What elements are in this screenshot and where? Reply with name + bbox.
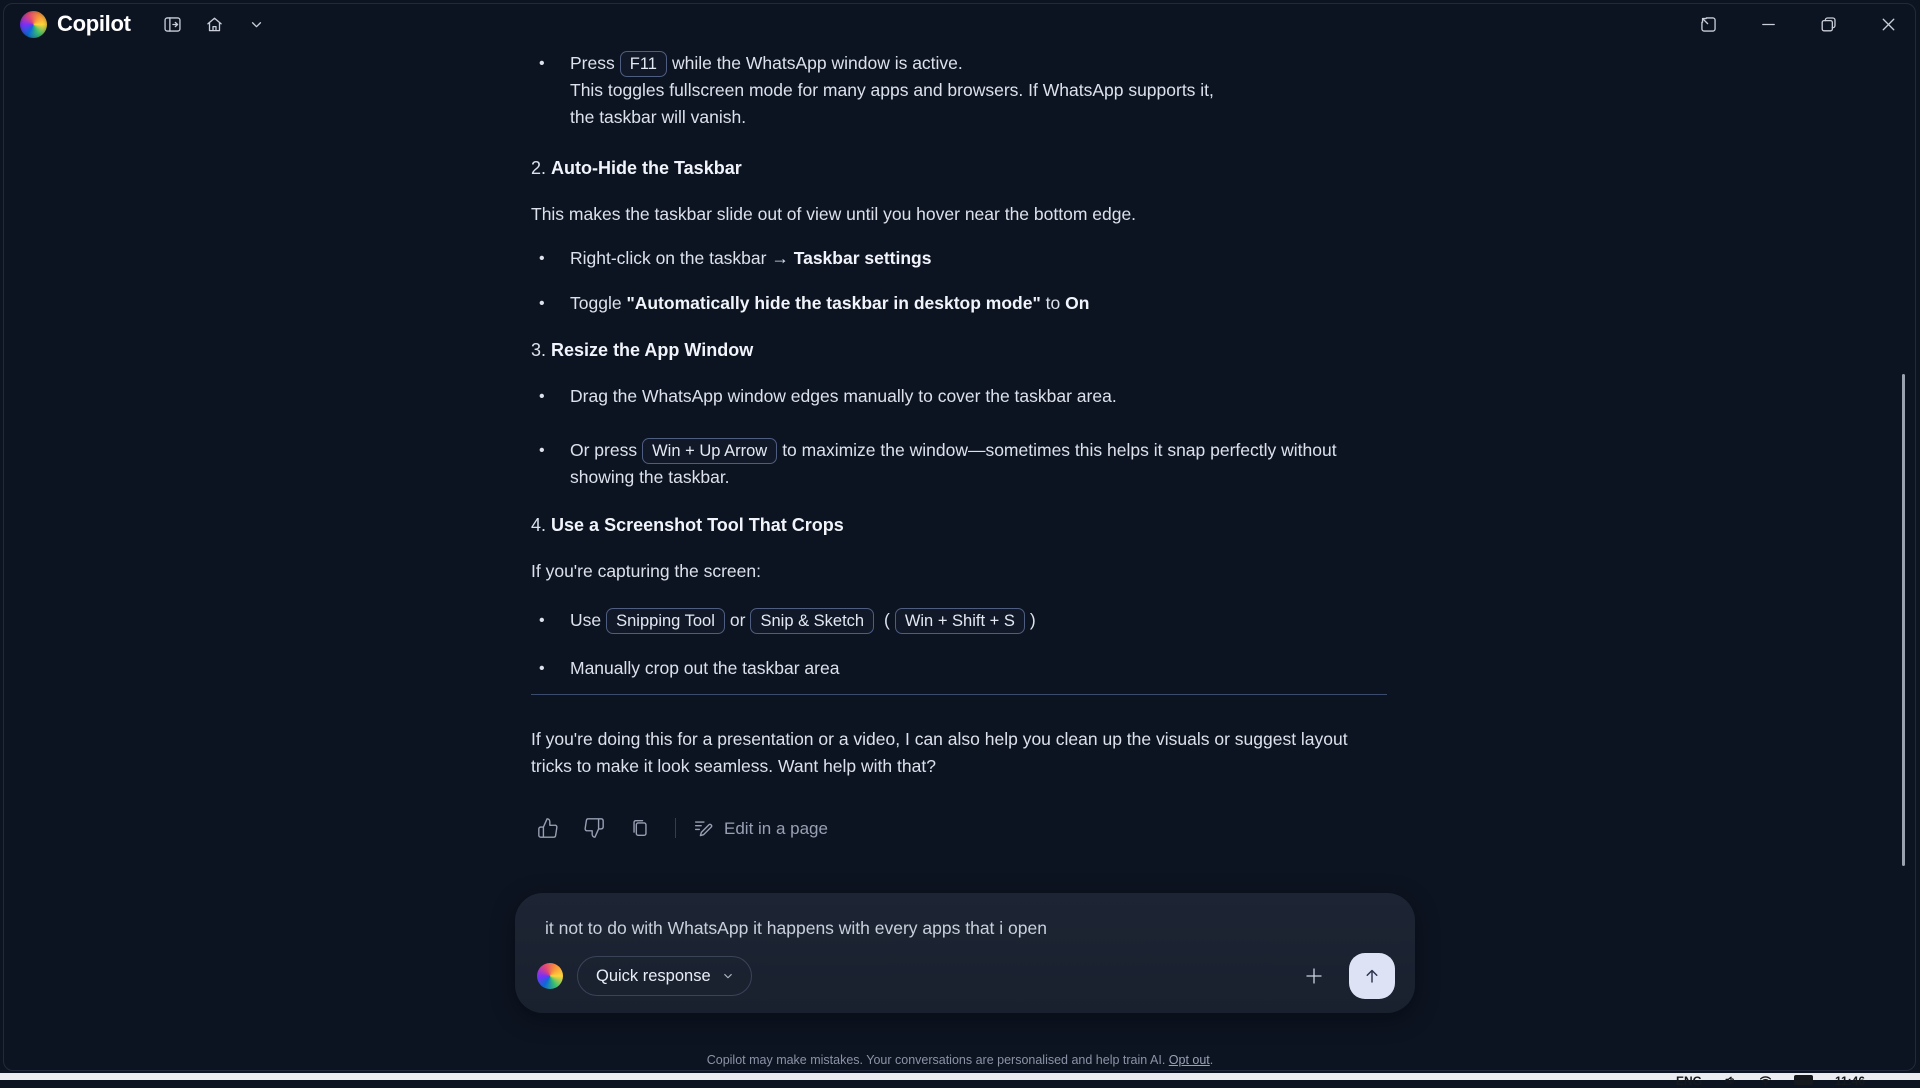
copilot-logo-small <box>537 963 563 989</box>
actions-separator <box>675 818 676 838</box>
scrollbar-thumb[interactable] <box>1902 374 1905 866</box>
bullet-drag-window: • Drag the WhatsApp window edges manually to cover the taskbar area. <box>531 383 1387 410</box>
tray-clock: 11:46 <box>1834 1074 1865 1088</box>
response-mode-label: Quick response <box>596 966 711 985</box>
paragraph-autohide: This makes the taskbar slide out of view until you hover near the bottom edge. <box>531 204 1137 224</box>
copy-button[interactable] <box>623 811 657 845</box>
paragraph-capturing: If you're capturing the screen: <box>531 561 761 581</box>
kbd-snip-sketch: Snip & Sketch <box>750 608 874 634</box>
speaker-icon <box>1724 1074 1737 1087</box>
composer <box>515 893 1415 1013</box>
pop-in-window-button[interactable] <box>1690 6 1726 42</box>
bullet-snipping-tools: • Use Snipping Tool or Snip & Sketch ( Win + Shift + S ) <box>531 607 1387 634</box>
section-heading-2: 2. Auto-Hide the Taskbar <box>531 158 742 178</box>
opt-out-link[interactable]: Opt out <box>1168 1053 1210 1067</box>
thumbs-down-icon <box>583 817 605 839</box>
bullet-rightclick-taskbar: • Right-click on the taskbar → Taskbar settings <box>531 245 1387 272</box>
titlebar <box>0 0 1920 48</box>
thumbs-up-icon <box>537 817 559 839</box>
bullet-press-f11: • Press F11 while the WhatsApp window is active. This toggles fullscreen mode for many apps and browsers. If WhatsApp supports it, the taskbar will vanish. <box>531 50 1387 131</box>
close-button[interactable] <box>1870 6 1906 42</box>
kbd-win-shift-s: Win + Shift + S <box>895 608 1025 634</box>
app-title: Copilot <box>57 11 131 36</box>
kbd-snipping-tool: Snipping Tool <box>606 608 725 634</box>
minimize-button[interactable] <box>1750 6 1786 42</box>
section-heading-3: 3. Resize the App Window <box>531 340 754 360</box>
sidebar-toggle-button[interactable] <box>155 6 191 42</box>
restore-icon <box>1818 14 1839 35</box>
edit-in-page-button[interactable] <box>692 815 828 842</box>
kbd-f11: F11 <box>620 51 667 77</box>
attach-button[interactable] <box>1297 959 1331 993</box>
assistant-message <box>531 50 1387 845</box>
kbd-win-up-arrow: Win + Up Arrow <box>642 438 777 464</box>
message-divider <box>531 694 1387 695</box>
home-button[interactable] <box>197 6 233 42</box>
thumbs-up-button[interactable] <box>531 811 565 845</box>
copilot-logo <box>20 11 47 38</box>
chevron-down-icon <box>721 969 735 983</box>
close-icon <box>1878 14 1899 35</box>
bullet-toggle-autohide: • Toggle "Automatically hide the taskbar in desktop mode" to On <box>531 290 1387 317</box>
plus-icon <box>1302 964 1326 988</box>
thumbs-down-button[interactable] <box>577 811 611 845</box>
section-heading-4: 4. Use a Screenshot Tool That Crops <box>531 515 844 535</box>
send-button[interactable] <box>1349 953 1395 999</box>
message-input[interactable] <box>545 915 1385 949</box>
battery-icon <box>1794 1075 1813 1085</box>
edit-in-page-label: Edit in a page <box>724 818 828 838</box>
disclaimer: Copilot may make mistakes. Your conversations are personalised and help train AI. Opt out. <box>706 1053 1214 1067</box>
closing-paragraph: If you're doing this for a presentation or a video, I can also help you clean up the visuals or suggest layout tricks to make it look seamless. Want help with that? <box>531 729 1348 776</box>
sidebar-toggle-icon <box>162 14 183 35</box>
windows-taskbar-sliver[interactable] <box>0 1073 1920 1088</box>
conversations-menu-button[interactable] <box>239 6 275 42</box>
language-indicator: ENG <box>1675 1074 1702 1088</box>
home-icon <box>204 14 225 35</box>
copy-icon <box>629 817 651 839</box>
arrow-into-corner-icon <box>1698 14 1719 35</box>
edit-pen-icon <box>692 817 714 839</box>
minimize-icon <box>1758 14 1779 35</box>
response-mode-dropdown[interactable] <box>577 956 752 996</box>
system-tray-fragments <box>1676 1074 1865 1088</box>
chevron-down-icon <box>246 14 267 35</box>
wifi-icon <box>1759 1074 1772 1087</box>
arrow-up-icon <box>1361 965 1383 987</box>
bullet-win-up-arrow: • Or press Win + Up Arrow to maximize the window—sometimes this helps it snap perfectly without showing the taskbar. <box>531 437 1387 491</box>
restore-button[interactable] <box>1810 6 1846 42</box>
bullet-manual-crop: • Manually crop out the taskbar area <box>531 655 1387 682</box>
message-actions <box>531 811 1387 845</box>
